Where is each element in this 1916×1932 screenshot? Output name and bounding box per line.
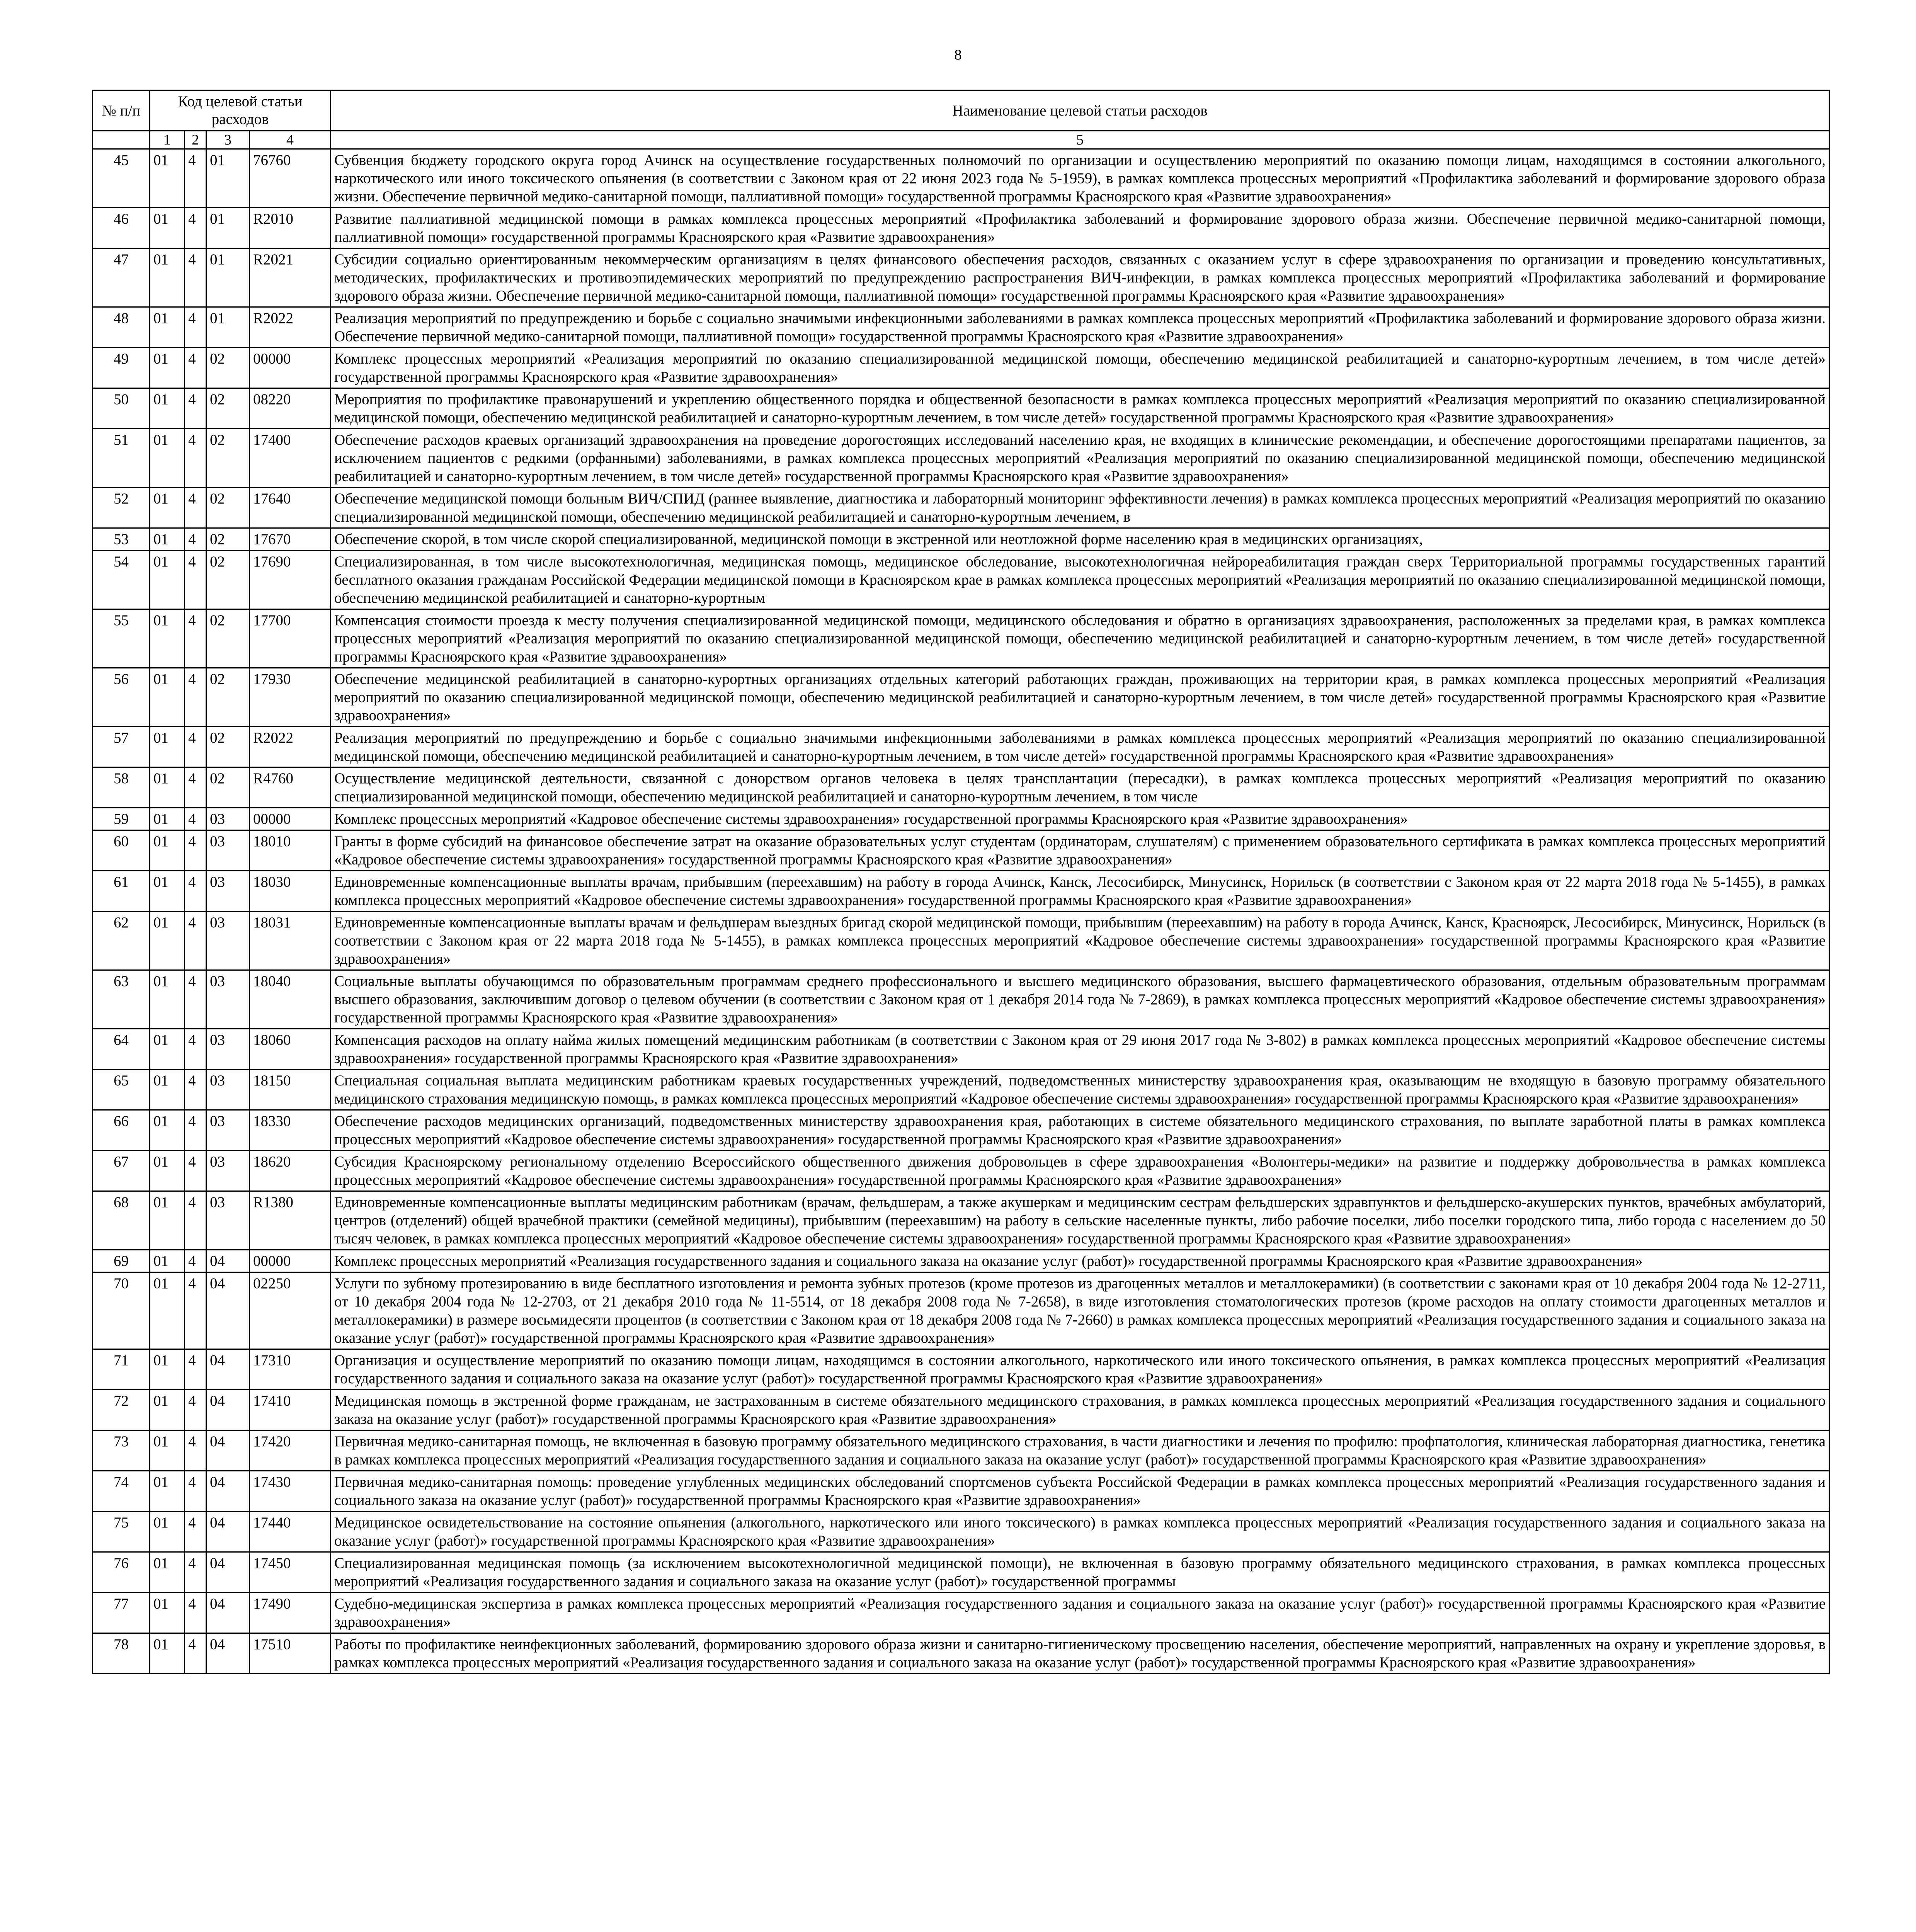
code-direction: 18620 bbox=[250, 1151, 331, 1191]
code-complex: 04 bbox=[206, 1390, 250, 1430]
code-program: 01 bbox=[150, 248, 185, 307]
row-number: 56 bbox=[93, 668, 150, 727]
code-subprogram: 4 bbox=[185, 1512, 206, 1552]
code-subprogram: 4 bbox=[185, 429, 206, 488]
article-name: Комплекс процессных мероприятий «Реализация мероприятий по оказанию специализированной медицинской помощи, обеспечению медицинской реабилитацией и санаторно-курортным лечением, в том числе детей» государственной программы Красноярского края «Развитие здравоохранения» bbox=[331, 348, 1829, 388]
code-program: 01 bbox=[150, 388, 185, 429]
code-subprogram: 4 bbox=[185, 488, 206, 528]
row-number: 69 bbox=[93, 1250, 150, 1272]
table-row bbox=[93, 1633, 1829, 1674]
article-name: Специальная социальная выплата медицинским работникам краевых государственных учреждений, подведомственных министерству здравоохранения края, оказывающим не входящую в базовую программу обязательного медицинского страхования медицинскую помощь, в рамках комплекса процессных мероприятий «Кадровое обеспечение системы здравоохранения» государственной программы Красноярского края «Развитие здравоохранения» bbox=[331, 1070, 1829, 1110]
code-subprogram: 4 bbox=[185, 727, 206, 767]
column-number: 1 bbox=[150, 131, 185, 149]
article-name: Реализация мероприятий по предупреждению и борьбе с социально значимыми инфекционными заболеваниями в рамках комплекса процессных мероприятий «Профилактика заболеваний и формирование здорового образа жизни. Обеспечение первичной медико-санитарной помощи, паллиативной помощи» государственной программы Красноярского края «Развитие здравоохранения» bbox=[331, 307, 1829, 348]
code-program: 01 bbox=[150, 1349, 185, 1390]
row-number: 74 bbox=[93, 1471, 150, 1512]
table-row bbox=[93, 970, 1829, 1029]
code-direction: 17690 bbox=[250, 551, 331, 609]
code-direction: 18030 bbox=[250, 871, 331, 912]
article-name: Субсидии социально ориентированным некоммерческим организациям в целях финансового обеспечения расходов, связанных с оказанием услуг в сфере здравоохранения по организации и проведению консультативных, методических, профилактических и противоэпидемических мероприятий по предупреждению распространения ВИЧ-инфекции, в рамках комплекса процессных мероприятий «Профилактика заболеваний и формирование здорового образа жизни. Обеспечение первичной медико-санитарной помощи, паллиативной помощи» государственной программы Красноярского края «Развитие здравоохранения» bbox=[331, 248, 1829, 307]
article-name: Медицинское освидетельствование на состояние опьянения (алкогольного, наркотического или иного токсического) в рамках комплекса процессных мероприятий «Реализация государственного задания и социального заказа на оказание услуг (работ)» государственной программы Красноярского края «Развитие здравоохранения» bbox=[331, 1512, 1829, 1552]
article-name: Компенсация расходов на оплату найма жилых помещений медицинским работникам (в соответствии с Законом края от 29 июня 2017 года № 3-802) в рамках комплекса процессных мероприятий «Кадровое обеспечение системы здравоохранения» государственной программы Красноярского края «Развитие здравоохранения» bbox=[331, 1029, 1829, 1070]
code-subprogram: 4 bbox=[185, 528, 206, 551]
table-row bbox=[93, 307, 1829, 348]
code-subprogram: 4 bbox=[185, 1633, 206, 1674]
code-subprogram: 4 bbox=[185, 830, 206, 871]
code-complex: 03 bbox=[206, 871, 250, 912]
code-direction: 17430 bbox=[250, 1471, 331, 1512]
table-row bbox=[93, 830, 1829, 871]
code-subprogram: 4 bbox=[185, 1151, 206, 1191]
table-row bbox=[93, 1349, 1829, 1390]
article-name: Обеспечение расходов краевых организаций здравоохранения на проведение дорогостоящих исследований населению края, не входящих в клинические рекомендации, и обеспечение дорогостоящими препаратами пациентов, за исключением пациентов с редкими (орфанными) заболеваниями, в рамках комплекса процессных мероприятий «Реализация мероприятий по оказанию специализированной медицинской помощи, обеспечению медицинской реабилитацией и санаторно-курортным лечением, в том числе детей» государственной программы Красноярского края «Развитие здравоохранения» bbox=[331, 429, 1829, 488]
code-program: 01 bbox=[150, 488, 185, 528]
code-subprogram: 4 bbox=[185, 248, 206, 307]
code-complex: 03 bbox=[206, 1110, 250, 1151]
article-name: Развитие паллиативной медицинской помощи в рамках комплекса процессных мероприятий «Профилактика заболеваний и формирование здорового образа жизни. Обеспечение первичной медико-санитарной помощи, паллиативной помощи» государственной программы Красноярского края «Развитие здравоохранения» bbox=[331, 208, 1829, 248]
row-number: 64 bbox=[93, 1029, 150, 1070]
table-row bbox=[93, 208, 1829, 248]
code-direction: 17490 bbox=[250, 1593, 331, 1633]
code-subprogram: 4 bbox=[185, 348, 206, 388]
article-name: Обеспечение медицинской реабилитацией в санаторно-курортных организациях отдельных категорий работающих граждан, проживающих на территории края, в рамках комплекса процессных мероприятий «Реализация мероприятий по оказанию специализированной медицинской помощи, обеспечению медицинской реабилитацией и санаторно-курортным лечением, в том числе детей» государственной программы Красноярского края «Развитие здравоохранения» bbox=[331, 668, 1829, 727]
article-name: Комплекс процессных мероприятий «Кадровое обеспечение системы здравоохранения» государственной программы Красноярского края «Развитие здравоохранения» bbox=[331, 808, 1829, 830]
code-direction: 18040 bbox=[250, 970, 331, 1029]
code-subprogram: 4 bbox=[185, 668, 206, 727]
article-name: Обеспечение скорой, в том числе скорой специализированной, медицинской помощи в экстренной или неотложной форме населению края в медицинских организациях, bbox=[331, 528, 1829, 551]
article-name: Первичная медико-санитарная помощь: проведение углубленных медицинских обследований спортсменов субъекта Российской Федерации в рамках комплекса процессных мероприятий «Реализация государственного задания и социального заказа на оказание услуг (работ)» государственной программы Красноярского края «Развитие здравоохранения» bbox=[331, 1471, 1829, 1512]
code-direction: 18150 bbox=[250, 1070, 331, 1110]
article-name: Судебно-медицинская экспертиза в рамках комплекса процессных мероприятий «Реализация государственного задания и социального заказа на оказание услуг (работ)» государственной программы Красноярского края «Развитие здравоохранения» bbox=[331, 1593, 1829, 1633]
column-numbers-row bbox=[93, 131, 1829, 149]
code-direction: 08220 bbox=[250, 388, 331, 429]
code-program: 01 bbox=[150, 727, 185, 767]
article-name: Осуществление медицинской деятельности, связанной с донорством органов человека в целях трансплантации (пересадки), в рамках комплекса процессных мероприятий «Реализация мероприятий по оказанию специализированной медицинской помощи, обеспечению медицинской реабилитацией и санаторно-курортным лечением, в том числе bbox=[331, 767, 1829, 808]
table-row bbox=[93, 1070, 1829, 1110]
article-name: Организация и осуществление мероприятий по оказанию помощи лицам, находящимся в состоянии алкогольного, наркотического или иного токсического опьянения, в рамках комплекса процессных мероприятий «Реализация государственного задания и социального заказа на оказание услуг (работ)» государственной программы Красноярского края «Развитие здравоохранения» bbox=[331, 1349, 1829, 1390]
table-row bbox=[93, 727, 1829, 767]
code-direction: 17410 bbox=[250, 1390, 331, 1430]
article-name: Мероприятия по профилактике правонарушений и укреплению общественного порядка и общественной безопасности в рамках комплекса процессных мероприятий «Реализация мероприятий по оказанию специализированной медицинской помощи, обеспечению медицинской реабилитацией и санаторно-курортным лечением, в том числе детей» государственной программы Красноярского края «Развитие здравоохранения» bbox=[331, 388, 1829, 429]
article-name: Субсидия Красноярскому региональному отделению Всероссийского общественного движения добровольцев в сфере здравоохранения «Волонтеры-медики» на развитие и поддержку добровольчества в рамках комплекса процессных мероприятий «Кадровое обеспечение системы здравоохранения» государственной программы Красноярского края «Развитие здравоохранения» bbox=[331, 1151, 1829, 1191]
table-row bbox=[93, 609, 1829, 668]
code-complex: 03 bbox=[206, 830, 250, 871]
row-number: 59 bbox=[93, 808, 150, 830]
code-complex: 04 bbox=[206, 1471, 250, 1512]
code-complex: 03 bbox=[206, 808, 250, 830]
article-name: Комплекс процессных мероприятий «Реализация государственного задания и социального заказа на оказание услуг (работ)» государственной программы Красноярского края «Развитие здравоохранения» bbox=[331, 1250, 1829, 1272]
page-number: 8 bbox=[954, 47, 962, 63]
code-program: 01 bbox=[150, 1151, 185, 1191]
table-row bbox=[93, 488, 1829, 528]
article-name: Единовременные компенсационные выплаты врачам, прибывшим (переехавшим) на работу в города Ачинск, Канск, Лесосибирск, Минусинск, Норильск (в соответствии с Законом края от 22 марта 2018 года № 5-1455), в рамках комплекса процессных мероприятий «Кадровое обеспечение системы здравоохранения» государственной программы Красноярского края «Развитие здравоохранения» bbox=[331, 871, 1829, 912]
code-subprogram: 4 bbox=[185, 970, 206, 1029]
code-program: 01 bbox=[150, 871, 185, 912]
article-name: Первичная медико-санитарная помощь, не включенная в базовую программу обязательного медицинского страхования, в части диагностики и лечения по профилю: профпатология, клиническая лабораторная диагностика, генетика в рамках комплекса процессных мероприятий «Реализация государственного задания и социального заказа на оказание услуг (работ)» государственной программы Красноярского края «Развитие здравоохранения» bbox=[331, 1430, 1829, 1471]
code-direction: 17640 bbox=[250, 488, 331, 528]
table-row bbox=[93, 348, 1829, 388]
table-row bbox=[93, 1430, 1829, 1471]
code-direction: 17420 bbox=[250, 1430, 331, 1471]
table-row bbox=[93, 429, 1829, 488]
code-direction: R1380 bbox=[250, 1191, 331, 1250]
table-row bbox=[93, 1593, 1829, 1633]
table-row bbox=[93, 808, 1829, 830]
row-number: 65 bbox=[93, 1070, 150, 1110]
code-subprogram: 4 bbox=[185, 808, 206, 830]
code-direction: 00000 bbox=[250, 808, 331, 830]
code-complex: 04 bbox=[206, 1349, 250, 1390]
article-name: Компенсация стоимости проезда к месту получения специализированной медицинской помощи, медицинского обследования и обратно в организациях здравоохранения, расположенных за пределами края, в рамках комплекса процессных мероприятий «Реализация мероприятий по оказанию специализированной медицинской помощи, обеспечению медицинской реабилитацией и санаторно-курортным лечением, в том числе детей» государственной программы Красноярского края «Развитие здравоохранения» bbox=[331, 609, 1829, 668]
code-complex: 01 bbox=[206, 149, 250, 208]
code-subprogram: 4 bbox=[185, 767, 206, 808]
code-program: 01 bbox=[150, 208, 185, 248]
article-name: Единовременные компенсационные выплаты медицинским работникам (врачам, фельдшерам, а также акушеркам и медицинским сестрам фельдшерских здравпунктов и фельдшерско-акушерских пунктов, врачебных амбулаторий, центров (отделений) общей врачебной практики (семейной медицины), прибывшим (переехавшим) на работу в сельские населенные пункты, либо рабочие поселки, либо поселки городского типа, либо города с населением до 50 тысяч человек, в рамках комплекса процессных мероприятий «Кадровое обеспечение системы здравоохранения» государственной программы Красноярского края «Развитие здравоохранения» bbox=[331, 1191, 1829, 1250]
table-row bbox=[93, 1471, 1829, 1512]
code-subprogram: 4 bbox=[185, 1349, 206, 1390]
code-complex: 03 bbox=[206, 1151, 250, 1191]
code-direction: R2021 bbox=[250, 248, 331, 307]
article-name: Специализированная, в том числе высокотехнологичная, медицинская помощь, медицинское обследование, высокотехнологичная нейрореабилитация граждан сверх Территориальной программы государственных гарантий бесплатного оказания гражданам Российской Федерации медицинской помощи в Красноярском крае в рамках комплекса процессных мероприятий «Реализация мероприятий по оказанию специализированной медицинской помощи, обеспечению медицинской реабилитацией и санаторно-курортным bbox=[331, 551, 1829, 609]
code-program: 01 bbox=[150, 1430, 185, 1471]
article-name: Услуги по зубному протезированию в виде бесплатного изготовления и ремонта зубных протезов (кроме протезов из драгоценных металлов и металлокерамики) (в соответствии с законами края от 10 декабря 2004 года № 12-2711, от 10 декабря 2004 года № 12-2703, от 21 декабря 2010 года № 11-5514, от 18 декабря 2008 года № 7-2658), в виде изготовления стоматологических протезов (кроме расходов на оплату стоимости драгоценных металлов и металлокерамики) в размере восьмидесяти процентов (в соответствии с Законом края от 18 декабря 2008 года № 7-2660) в рамках комплекса процессных мероприятий «Реализация государственного задания и социального заказа на оказание услуг (работ)» государственной программы Красноярского края «Развитие здравоохранения» bbox=[331, 1272, 1829, 1349]
row-number: 75 bbox=[93, 1512, 150, 1552]
code-program: 01 bbox=[150, 970, 185, 1029]
column-number: 3 bbox=[206, 131, 250, 149]
code-program: 01 bbox=[150, 808, 185, 830]
code-direction: 18330 bbox=[250, 1110, 331, 1151]
column-number: 2 bbox=[185, 131, 206, 149]
row-number: 61 bbox=[93, 871, 150, 912]
code-subprogram: 4 bbox=[185, 1593, 206, 1633]
code-program: 01 bbox=[150, 1593, 185, 1633]
table-row bbox=[93, 1512, 1829, 1552]
code-complex: 04 bbox=[206, 1552, 250, 1593]
row-number: 66 bbox=[93, 1110, 150, 1151]
code-complex: 04 bbox=[206, 1250, 250, 1272]
article-name: Обеспечение медицинской помощи больным ВИЧ/СПИД (раннее выявление, диагностика и лабораторный мониторинг эффективности лечения) в рамках комплекса процессных мероприятий «Реализация мероприятий по оказанию специализированной медицинской помощи, обеспечению медицинской реабилитацией и санаторно-курортным лечением, в bbox=[331, 488, 1829, 528]
code-program: 01 bbox=[150, 767, 185, 808]
table-row bbox=[93, 1390, 1829, 1430]
row-number: 60 bbox=[93, 830, 150, 871]
row-number: 45 bbox=[93, 149, 150, 208]
row-number: 62 bbox=[93, 912, 150, 970]
row-number: 52 bbox=[93, 488, 150, 528]
row-number: 78 bbox=[93, 1633, 150, 1674]
header-num: № п/п bbox=[93, 90, 150, 131]
code-complex: 02 bbox=[206, 528, 250, 551]
article-name: Медицинская помощь в экстренной форме гражданам, не застрахованным в системе обязательного медицинского страхования, в рамках комплекса процессных мероприятий «Реализация государственного задания и социального заказа на оказание услуг (работ)» государственной программы Красноярского края «Развитие здравоохранения» bbox=[331, 1390, 1829, 1430]
code-subprogram: 4 bbox=[185, 1250, 206, 1272]
code-program: 01 bbox=[150, 1191, 185, 1250]
article-name: Субвенция бюджету городского округа город Ачинск на осуществление государственных полномочий по организации и осуществлению мероприятий по оказанию помощи лицам, находящимся в состоянии алкогольного, наркотического или иного токсического опьянения (в соответствии с Законом края от 22 июня 2023 года № 5-1959), в рамках комплекса процессных мероприятий «Профилактика заболеваний и формирование здорового образа жизни. Обеспечение первичной медико-санитарной помощи, паллиативной помощи» государственной программы Красноярского края «Развитие здравоохранения» bbox=[331, 149, 1829, 208]
code-subprogram: 4 bbox=[185, 1070, 206, 1110]
row-number: 73 bbox=[93, 1430, 150, 1471]
code-program: 01 bbox=[150, 830, 185, 871]
article-name: Социальные выплаты обучающимся по образовательным программам среднего профессионального и высшего медицинского образования, высшего фармацевтического образования, отдельным образовательным программам высшего образования, заключившим договор о целевом обучении (в соответствии с Законом края от 1 декабря 2014 года № 7-2869), в рамках комплекса процессных мероприятий «Кадровое обеспечение системы здравоохранения» государственной программы Красноярского края «Развитие здравоохранения» bbox=[331, 970, 1829, 1029]
row-number: 72 bbox=[93, 1390, 150, 1430]
table-body bbox=[93, 149, 1829, 1674]
code-program: 01 bbox=[150, 1250, 185, 1272]
code-program: 01 bbox=[150, 1070, 185, 1110]
code-direction: 00000 bbox=[250, 348, 331, 388]
code-direction: 18031 bbox=[250, 912, 331, 970]
code-program: 01 bbox=[150, 551, 185, 609]
row-number: 53 bbox=[93, 528, 150, 551]
code-complex: 03 bbox=[206, 1070, 250, 1110]
target-articles-table bbox=[92, 90, 1830, 1674]
row-number: 70 bbox=[93, 1272, 150, 1349]
code-direction: R2022 bbox=[250, 727, 331, 767]
table-row bbox=[93, 248, 1829, 307]
table-row bbox=[93, 1151, 1829, 1191]
code-program: 01 bbox=[150, 912, 185, 970]
row-number: 47 bbox=[93, 248, 150, 307]
code-complex: 03 bbox=[206, 1191, 250, 1250]
code-direction: 17400 bbox=[250, 429, 331, 488]
article-name: Работы по профилактике неинфекционных заболеваний, формированию здорового образа жизни и санитарно-гигиеническому просвещению населения, обеспечение мероприятий, направленных на охрану и укрепление здоровья, в рамках комплекса процессных мероприятий «Реализация государственного задания и социального заказа на оказание услуг (работ)» государственной программы Красноярского края «Развитие здравоохранения» bbox=[331, 1633, 1829, 1674]
row-number: 67 bbox=[93, 1151, 150, 1191]
row-number: 50 bbox=[93, 388, 150, 429]
code-program: 01 bbox=[150, 429, 185, 488]
code-complex: 03 bbox=[206, 912, 250, 970]
code-complex: 04 bbox=[206, 1430, 250, 1471]
code-program: 01 bbox=[150, 668, 185, 727]
table-row bbox=[93, 1250, 1829, 1272]
column-number: 4 bbox=[250, 131, 331, 149]
header-name: Наименование целевой статьи расходов bbox=[331, 90, 1829, 131]
table-row bbox=[93, 912, 1829, 970]
code-direction: 17310 bbox=[250, 1349, 331, 1390]
table-row bbox=[93, 767, 1829, 808]
code-direction: 17930 bbox=[250, 668, 331, 727]
header-row bbox=[93, 90, 1829, 131]
code-direction: 17440 bbox=[250, 1512, 331, 1552]
row-number: 71 bbox=[93, 1349, 150, 1390]
row-number: 76 bbox=[93, 1552, 150, 1593]
code-direction: R2022 bbox=[250, 307, 331, 348]
table-row bbox=[93, 149, 1829, 208]
code-complex: 02 bbox=[206, 609, 250, 668]
table-row bbox=[93, 668, 1829, 727]
table-row bbox=[93, 388, 1829, 429]
table-row bbox=[93, 1110, 1829, 1151]
row-number: 49 bbox=[93, 348, 150, 388]
code-subprogram: 4 bbox=[185, 1390, 206, 1430]
code-complex: 03 bbox=[206, 970, 250, 1029]
code-program: 01 bbox=[150, 528, 185, 551]
row-number: 51 bbox=[93, 429, 150, 488]
row-number: 77 bbox=[93, 1593, 150, 1633]
code-complex: 02 bbox=[206, 388, 250, 429]
code-complex: 02 bbox=[206, 348, 250, 388]
code-subprogram: 4 bbox=[185, 1110, 206, 1151]
code-complex: 02 bbox=[206, 488, 250, 528]
article-name: Единовременные компенсационные выплаты врачам и фельдшерам выездных бригад скорой медицинской помощи, прибывшим (переехавшим) на работу в города Ачинск, Канск, Красноярск, Лесосибирск, Минусинск, Норильск (в соответствии с Законом края от 22 марта 2018 года № 5-1455), в рамках комплекса процессных мероприятий «Кадровое обеспечение системы здравоохранения» государственной программы Красноярского края «Развитие здравоохранения» bbox=[331, 912, 1829, 970]
code-program: 01 bbox=[150, 149, 185, 208]
code-subprogram: 4 bbox=[185, 1552, 206, 1593]
code-complex: 02 bbox=[206, 551, 250, 609]
column-number: 5 bbox=[331, 131, 1829, 149]
code-program: 01 bbox=[150, 1272, 185, 1349]
code-program: 01 bbox=[150, 348, 185, 388]
code-subprogram: 4 bbox=[185, 912, 206, 970]
table-row bbox=[93, 1029, 1829, 1070]
code-subprogram: 4 bbox=[185, 1272, 206, 1349]
code-complex: 02 bbox=[206, 668, 250, 727]
table-row bbox=[93, 528, 1829, 551]
code-direction: 17450 bbox=[250, 1552, 331, 1593]
code-complex: 01 bbox=[206, 208, 250, 248]
code-subprogram: 4 bbox=[185, 1430, 206, 1471]
code-direction: 76760 bbox=[250, 149, 331, 208]
code-program: 01 bbox=[150, 1029, 185, 1070]
code-complex: 02 bbox=[206, 429, 250, 488]
code-subprogram: 4 bbox=[185, 208, 206, 248]
table-row bbox=[93, 551, 1829, 609]
code-direction: 02250 bbox=[250, 1272, 331, 1349]
article-name: Специализированная медицинская помощь (за исключением высокотехнологичной медицинской помощи), не включенная в базовую программу обязательного медицинского страхования, в рамках комплекса процессных мероприятий «Реализация государственного задания и социального заказа на оказание услуг (работ)» государственной программы bbox=[331, 1552, 1829, 1593]
column-number-blank bbox=[93, 131, 150, 149]
code-program: 01 bbox=[150, 1110, 185, 1151]
code-complex: 04 bbox=[206, 1593, 250, 1633]
code-complex: 01 bbox=[206, 248, 250, 307]
code-program: 01 bbox=[150, 1512, 185, 1552]
code-direction: 00000 bbox=[250, 1250, 331, 1272]
table-row bbox=[93, 1552, 1829, 1593]
code-direction: 18060 bbox=[250, 1029, 331, 1070]
code-program: 01 bbox=[150, 307, 185, 348]
code-complex: 01 bbox=[206, 307, 250, 348]
code-subprogram: 4 bbox=[185, 149, 206, 208]
code-subprogram: 4 bbox=[185, 871, 206, 912]
code-program: 01 bbox=[150, 1633, 185, 1674]
row-number: 46 bbox=[93, 208, 150, 248]
code-complex: 04 bbox=[206, 1272, 250, 1349]
table-row bbox=[93, 1191, 1829, 1250]
code-subprogram: 4 bbox=[185, 551, 206, 609]
code-complex: 04 bbox=[206, 1512, 250, 1552]
code-complex: 03 bbox=[206, 1029, 250, 1070]
header-code: Код целевой статьи расходов bbox=[150, 90, 331, 131]
code-subprogram: 4 bbox=[185, 1191, 206, 1250]
table-row bbox=[93, 1272, 1829, 1349]
row-number: 68 bbox=[93, 1191, 150, 1250]
code-program: 01 bbox=[150, 1471, 185, 1512]
row-number: 55 bbox=[93, 609, 150, 668]
code-complex: 02 bbox=[206, 767, 250, 808]
article-name: Реализация мероприятий по предупреждению и борьбе с социально значимыми инфекционными заболеваниями в рамках комплекса процессных мероприятий «Реализация мероприятий по оказанию специализированной медицинской помощи, обеспечению медицинской реабилитацией и санаторно-курортным лечением, в том числе детей» государственной программы Красноярского края «Развитие здравоохранения» bbox=[331, 727, 1829, 767]
article-name: Обеспечение расходов медицинских организаций, подведомственных министерству здравоохранения края, работающих в системе обязательного медицинского страхования, по выплате заработной платы в рамках комплекса процессных мероприятий «Кадровое обеспечение системы здравоохранения» государственной программы Красноярского края «Развитие здравоохранения» bbox=[331, 1110, 1829, 1151]
code-program: 01 bbox=[150, 1552, 185, 1593]
row-number: 54 bbox=[93, 551, 150, 609]
code-subprogram: 4 bbox=[185, 609, 206, 668]
article-name: Гранты в форме субсидий на финансовое обеспечение затрат на оказание образовательных услуг студентам (ординаторам, слушателям) с применением образовательного сертификата в рамках комплекса процессных мероприятий «Кадровое обеспечение системы здравоохранения» государственной программы Красноярского края «Развитие здравоохранения» bbox=[331, 830, 1829, 871]
code-subprogram: 4 bbox=[185, 1029, 206, 1070]
code-subprogram: 4 bbox=[185, 307, 206, 348]
code-direction: R4760 bbox=[250, 767, 331, 808]
table-row bbox=[93, 871, 1829, 912]
row-number: 48 bbox=[93, 307, 150, 348]
code-direction: 17700 bbox=[250, 609, 331, 668]
code-direction: 17510 bbox=[250, 1633, 331, 1674]
code-direction: 17670 bbox=[250, 528, 331, 551]
row-number: 58 bbox=[93, 767, 150, 808]
code-direction: R2010 bbox=[250, 208, 331, 248]
code-subprogram: 4 bbox=[185, 1471, 206, 1512]
code-program: 01 bbox=[150, 609, 185, 668]
code-program: 01 bbox=[150, 1390, 185, 1430]
row-number: 57 bbox=[93, 727, 150, 767]
code-complex: 04 bbox=[206, 1633, 250, 1674]
row-number: 63 bbox=[93, 970, 150, 1029]
code-direction: 18010 bbox=[250, 830, 331, 871]
code-subprogram: 4 bbox=[185, 388, 206, 429]
code-complex: 02 bbox=[206, 727, 250, 767]
